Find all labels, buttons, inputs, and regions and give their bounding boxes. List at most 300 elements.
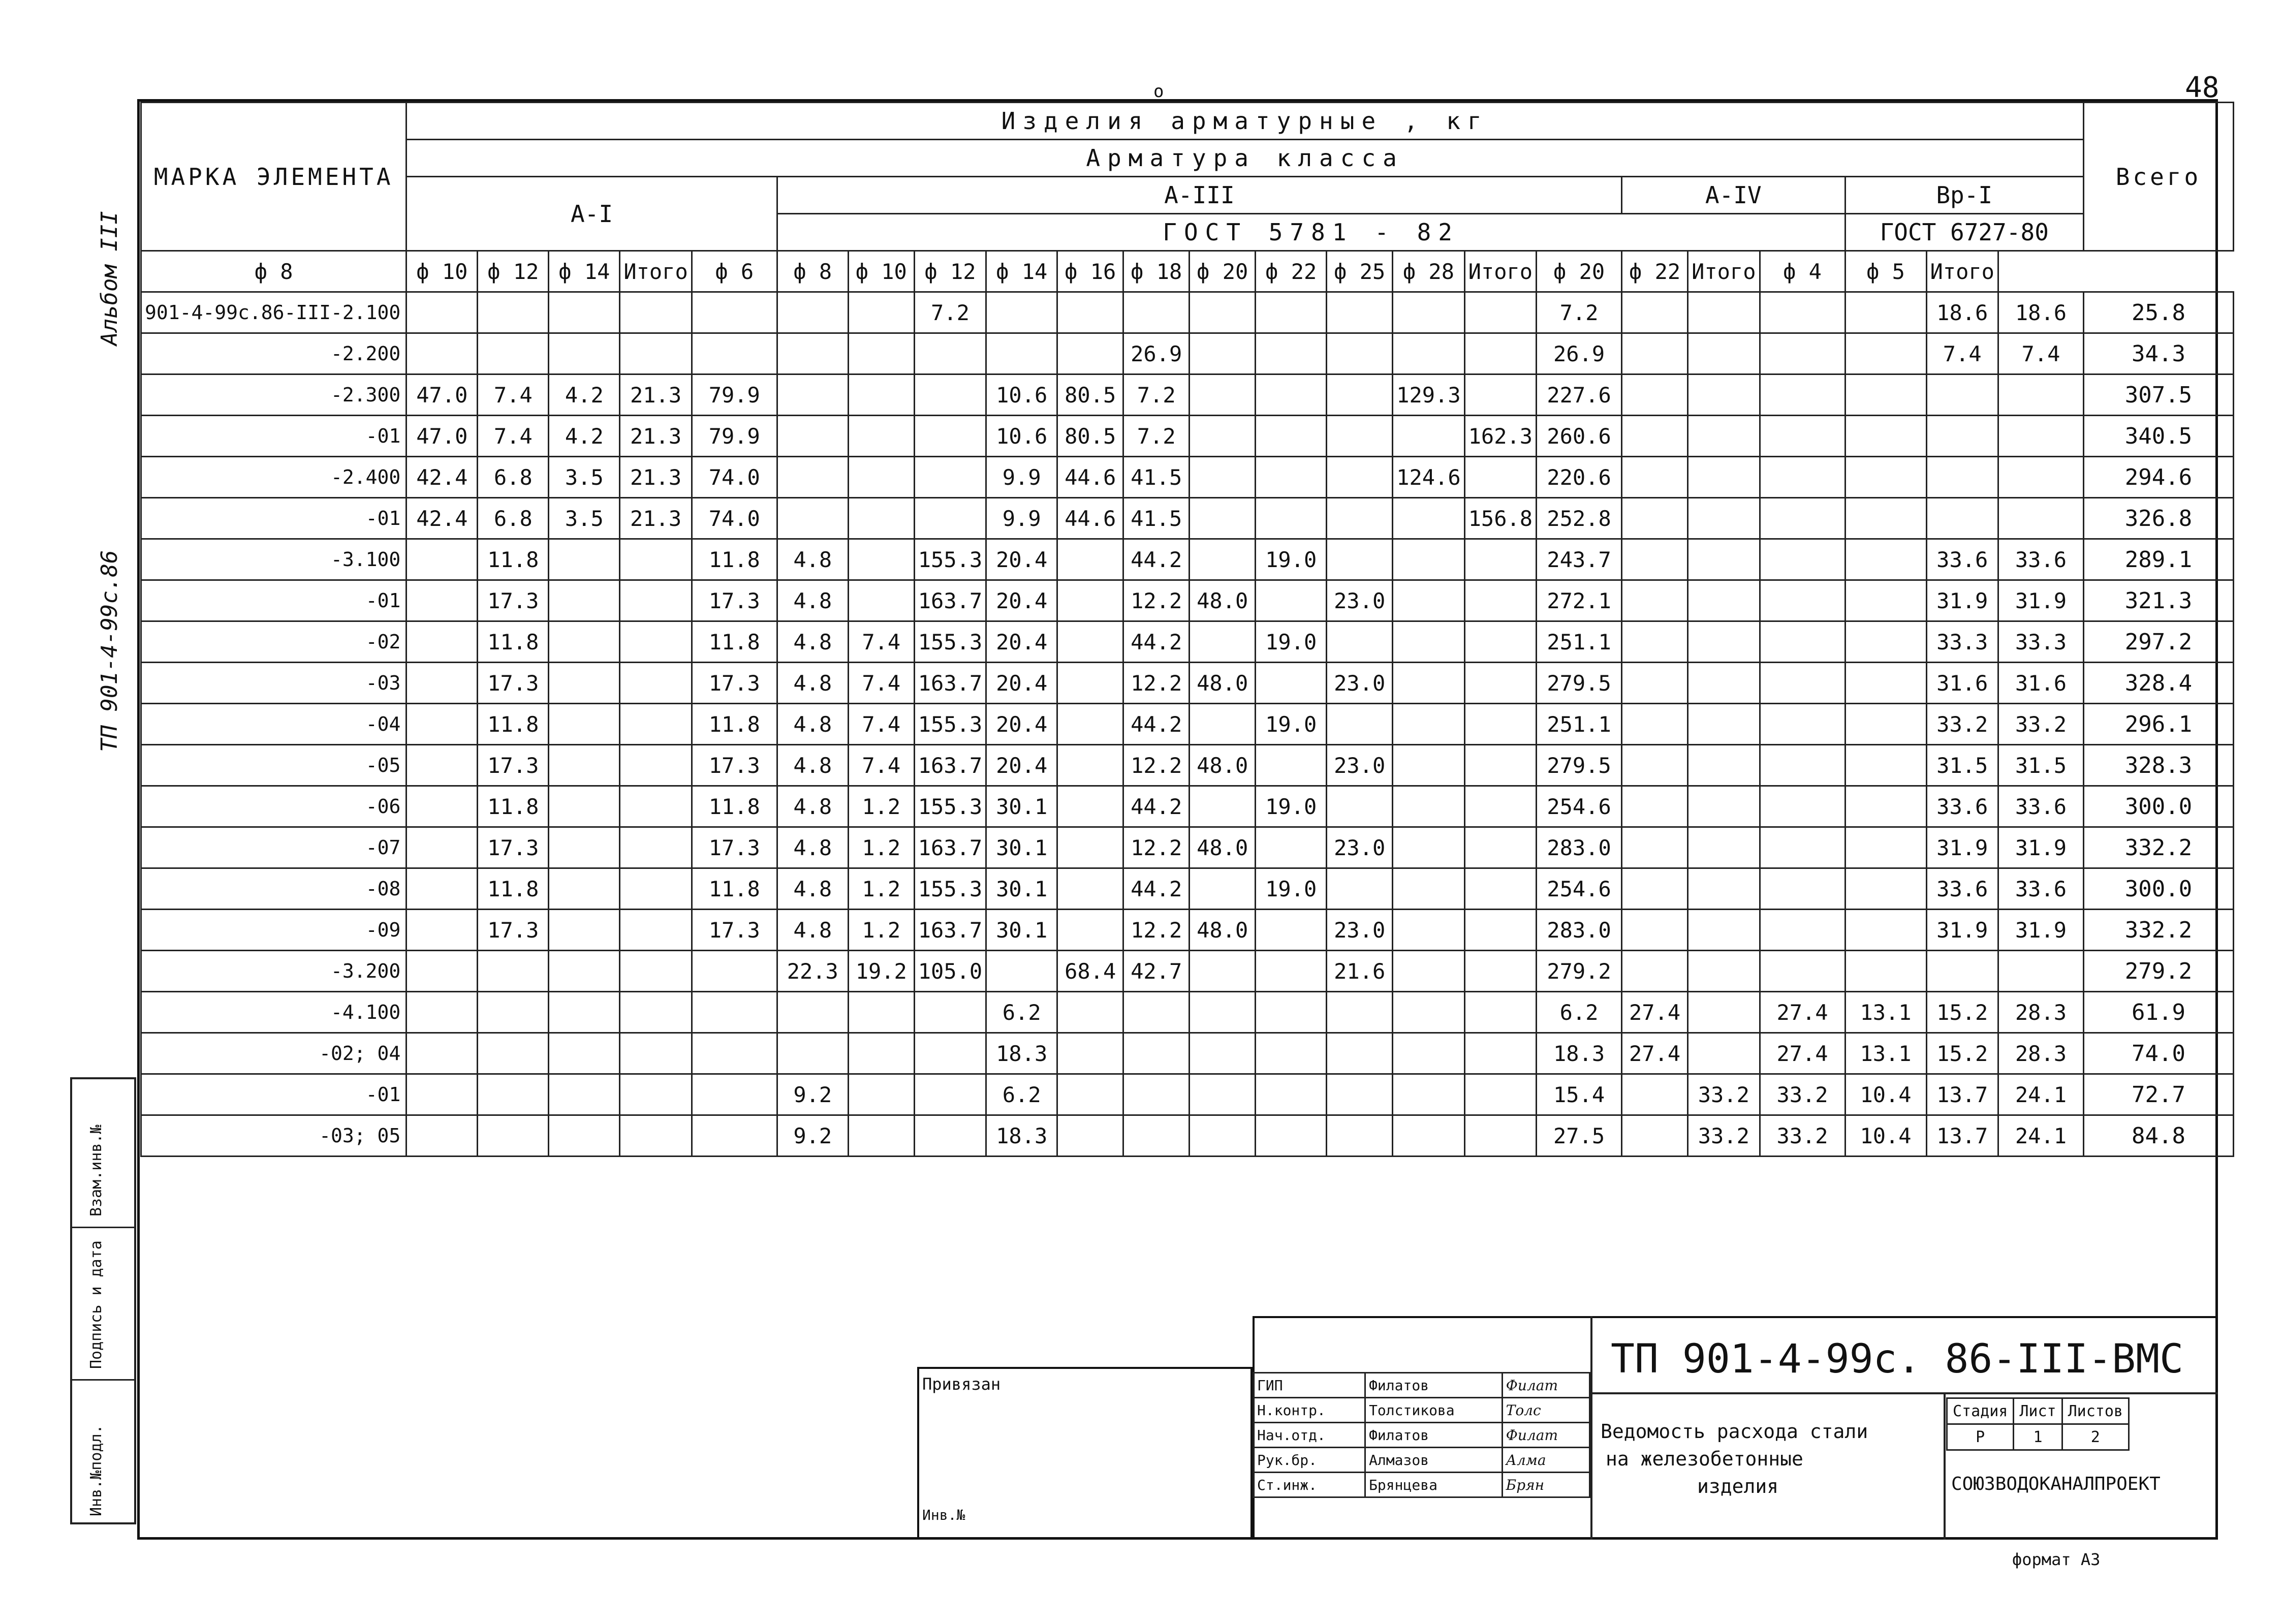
row-total: 34.3 [2083, 333, 2233, 374]
mass-cell [1393, 704, 1464, 745]
diameter-header: ф 6 [692, 251, 777, 292]
mass-cell: 4.8 [777, 745, 848, 786]
element-mark: -09 [141, 910, 406, 951]
mass-cell: 21.3 [620, 374, 692, 416]
mass-cell [1190, 498, 1256, 539]
mass-cell [1926, 951, 1998, 992]
mass-cell [1926, 374, 1998, 416]
mass-cell [1256, 580, 1327, 621]
mass-cell [692, 951, 777, 992]
mass-cell [1464, 786, 1536, 827]
diameter-header: ф 5 [1845, 251, 1926, 292]
mass-cell: 42.7 [1123, 951, 1190, 992]
mass-cell [1190, 539, 1256, 580]
mass-cell [406, 786, 478, 827]
mass-cell [1123, 1115, 1190, 1157]
signature-sig: Филат [1502, 1373, 1589, 1398]
mass-cell: 18.3 [1537, 1033, 1622, 1074]
mass-cell [1123, 1074, 1190, 1115]
table-row [141, 374, 2234, 416]
mass-cell [620, 621, 692, 663]
mass-cell: 6.8 [478, 498, 549, 539]
mass-cell [1464, 292, 1536, 333]
mass-cell [1998, 416, 2083, 457]
mass-cell: 7.2 [1123, 416, 1190, 457]
title-block-divider-v2 [1944, 1392, 1946, 1540]
row-total: 61.9 [2083, 992, 2233, 1033]
mass-cell [1057, 621, 1123, 663]
diameter-header: ф 22 [1256, 251, 1327, 292]
table-row [141, 1115, 2234, 1157]
mass-cell [1464, 333, 1536, 374]
mass-cell: 47.0 [406, 416, 478, 457]
mass-cell [406, 868, 478, 910]
mass-cell [1464, 1033, 1536, 1074]
stage-head-sheet: Лист [2014, 1398, 2062, 1424]
mass-cell [1057, 580, 1123, 621]
mass-cell: 12.2 [1123, 827, 1190, 868]
mass-cell [1760, 786, 1845, 827]
mass-cell: 7.2 [914, 292, 986, 333]
mass-cell [549, 992, 620, 1033]
mass-cell: 33.2 [1688, 1074, 1760, 1115]
mass-cell [848, 992, 914, 1033]
diameter-header: ф 4 [1760, 251, 1845, 292]
mass-cell [1057, 539, 1123, 580]
element-mark: -3.100 [141, 539, 406, 580]
mass-cell: 155.3 [914, 539, 986, 580]
mass-cell: 105.0 [914, 951, 986, 992]
diameter-header: ф 18 [1123, 251, 1190, 292]
page-number: 48 [2185, 71, 2219, 104]
mass-cell [692, 992, 777, 1033]
mass-cell [1190, 1033, 1256, 1074]
mass-cell: 24.1 [1998, 1074, 2083, 1115]
mass-cell: 15.2 [1926, 992, 1998, 1033]
mass-cell [1760, 745, 1845, 786]
left-stamp [70, 1077, 136, 1524]
mass-cell: 155.3 [914, 704, 986, 745]
mass-cell [1393, 868, 1464, 910]
mass-cell: 4.2 [549, 416, 620, 457]
mass-cell: 74.0 [692, 498, 777, 539]
mass-cell [1256, 292, 1327, 333]
mass-cell [1464, 539, 1536, 580]
mass-cell: 31.6 [1926, 663, 1998, 704]
table-row [141, 621, 2234, 663]
mass-cell [914, 457, 986, 498]
stage-val-stage: Р [1947, 1424, 2014, 1450]
mass-cell: 31.9 [1998, 827, 2083, 868]
mass-cell [1845, 498, 1926, 539]
stage-head-stage: Стадия [1947, 1398, 2014, 1424]
mass-cell [1327, 1033, 1393, 1074]
row-total: 328.4 [2083, 663, 2233, 704]
mass-cell [1845, 621, 1926, 663]
mass-cell [848, 1033, 914, 1074]
mass-cell [848, 580, 914, 621]
row-total: 72.7 [2083, 1074, 2233, 1115]
row-total: 300.0 [2083, 868, 2233, 910]
mass-cell [1057, 663, 1123, 704]
element-mark: -03; 05 [141, 1115, 406, 1157]
mass-cell [1327, 457, 1393, 498]
mass-cell: 80.5 [1057, 416, 1123, 457]
diameter-header: ф 8 [141, 251, 406, 292]
mass-cell: 4.8 [777, 910, 848, 951]
mass-cell [1688, 374, 1760, 416]
mass-cell [1190, 374, 1256, 416]
mass-cell [478, 951, 549, 992]
mass-cell: 163.7 [914, 910, 986, 951]
mass-cell: 31.9 [1926, 827, 1998, 868]
diameter-header: ф 10 [848, 251, 914, 292]
class-a1-header: A-I [406, 177, 777, 251]
mass-cell [1393, 333, 1464, 374]
mass-cell [1622, 621, 1688, 663]
mass-cell [1622, 457, 1688, 498]
mass-cell [478, 333, 549, 374]
mass-cell: 13.1 [1845, 992, 1926, 1033]
signature-role: ГИП [1254, 1373, 1365, 1398]
mass-cell: 48.0 [1190, 827, 1256, 868]
mass-cell [549, 663, 620, 704]
mass-cell: 124.6 [1393, 457, 1464, 498]
mass-cell [1926, 498, 1998, 539]
mass-cell: 19.0 [1256, 704, 1327, 745]
mass-cell: 13.1 [1845, 1033, 1926, 1074]
mass-cell: 4.8 [777, 539, 848, 580]
mass-cell: 27.4 [1760, 992, 1845, 1033]
row-total: 74.0 [2083, 1033, 2233, 1074]
mass-cell [549, 827, 620, 868]
mass-cell [1393, 498, 1464, 539]
mass-cell [1256, 1033, 1327, 1074]
table-row [141, 498, 2234, 539]
mass-cell [1057, 745, 1123, 786]
signature-role: Нач.отд. [1254, 1423, 1365, 1448]
mass-cell [1256, 1115, 1327, 1157]
mass-cell [1760, 416, 1845, 457]
mass-cell: 17.3 [478, 827, 549, 868]
mass-cell [1622, 910, 1688, 951]
diameter-header: Итого [1464, 251, 1536, 292]
mass-cell: 17.3 [478, 745, 549, 786]
mass-cell [1688, 621, 1760, 663]
mass-cell: 74.0 [692, 457, 777, 498]
mass-cell [1327, 1074, 1393, 1115]
signature-name: Толстикова [1365, 1398, 1503, 1423]
mass-cell [986, 292, 1057, 333]
mass-cell [406, 1033, 478, 1074]
mass-cell: 6.2 [986, 992, 1057, 1033]
mass-cell: 33.6 [1926, 868, 1998, 910]
mass-cell: 4.8 [777, 621, 848, 663]
mass-cell [620, 663, 692, 704]
mass-cell [406, 580, 478, 621]
mass-cell: 20.4 [986, 539, 1057, 580]
mass-cell [478, 1074, 549, 1115]
mass-cell [1464, 580, 1536, 621]
mass-cell: 11.8 [478, 539, 549, 580]
mass-cell [1688, 992, 1760, 1033]
mass-cell [1688, 910, 1760, 951]
mass-cell: 31.5 [1998, 745, 2083, 786]
table-row [141, 333, 2234, 374]
element-mark: -4.100 [141, 992, 406, 1033]
mass-cell [692, 292, 777, 333]
mass-cell [1622, 333, 1688, 374]
mass-cell [1622, 539, 1688, 580]
mass-cell [1123, 292, 1190, 333]
mass-cell: 17.3 [692, 910, 777, 951]
mass-cell [1622, 580, 1688, 621]
mass-cell [914, 416, 986, 457]
mass-cell [406, 951, 478, 992]
mass-cell [1622, 1074, 1688, 1115]
mass-cell: 163.7 [914, 827, 986, 868]
mass-cell [406, 704, 478, 745]
mass-cell [1760, 457, 1845, 498]
mass-cell: 18.6 [1926, 292, 1998, 333]
mass-cell [549, 580, 620, 621]
mass-cell [1760, 910, 1845, 951]
mass-cell: 19.2 [848, 951, 914, 992]
mass-cell: 18.6 [1998, 292, 2083, 333]
mass-cell [1057, 992, 1123, 1033]
mass-cell [1845, 910, 1926, 951]
mass-cell: 41.5 [1123, 457, 1190, 498]
mass-cell [406, 827, 478, 868]
table-row [141, 827, 2234, 868]
mass-cell: 11.8 [692, 621, 777, 663]
mass-cell [1845, 580, 1926, 621]
mass-cell [549, 539, 620, 580]
mass-cell [549, 1115, 620, 1157]
mass-cell: 48.0 [1190, 745, 1256, 786]
mass-cell [777, 457, 848, 498]
mass-cell [549, 786, 620, 827]
mass-cell [692, 1033, 777, 1074]
mass-cell [406, 621, 478, 663]
document-title-line-1: Ведомость расхода стали [1601, 1420, 1868, 1443]
stage-val-sheets: 2 [2062, 1424, 2129, 1450]
mass-cell: 42.4 [406, 498, 478, 539]
mass-cell [1622, 374, 1688, 416]
mass-cell: 31.5 [1926, 745, 1998, 786]
mass-cell [1464, 1115, 1536, 1157]
mass-cell: 156.8 [1464, 498, 1536, 539]
diameter-header: Итого [1926, 251, 1998, 292]
mass-cell [1057, 1074, 1123, 1115]
mass-cell [848, 1115, 914, 1157]
row-total: 279.2 [2083, 951, 2233, 992]
mass-cell [1057, 292, 1123, 333]
mass-cell: 11.8 [692, 539, 777, 580]
mass-cell [1760, 621, 1845, 663]
mass-cell: 1.2 [848, 786, 914, 827]
mass-cell [1464, 827, 1536, 868]
signature-row [1254, 1373, 1590, 1398]
mass-cell: 17.3 [478, 910, 549, 951]
mass-cell [1393, 786, 1464, 827]
mass-cell: 33.2 [1760, 1115, 1845, 1157]
mass-cell [549, 704, 620, 745]
table-row [141, 704, 2234, 745]
mass-cell [406, 539, 478, 580]
mass-cell [549, 333, 620, 374]
mass-cell [1393, 539, 1464, 580]
stamp-replace-inv: Взам.инв.№ [87, 1125, 105, 1216]
table-row [141, 951, 2234, 992]
mass-cell [692, 1115, 777, 1157]
mass-cell: 11.8 [692, 786, 777, 827]
mass-cell: 20.4 [986, 580, 1057, 621]
mass-cell [1256, 498, 1327, 539]
mass-cell [1622, 745, 1688, 786]
mass-cell: 3.5 [549, 498, 620, 539]
mass-cell [406, 910, 478, 951]
title-block-divider [1590, 1316, 1592, 1540]
mass-cell [1688, 292, 1760, 333]
mass-cell [1464, 951, 1536, 992]
mass-cell [549, 1074, 620, 1115]
mass-cell [1622, 663, 1688, 704]
mass-cell [1622, 868, 1688, 910]
table-row [141, 745, 2234, 786]
mass-cell: 18.3 [986, 1115, 1057, 1157]
mass-cell [1256, 745, 1327, 786]
mass-cell [1256, 992, 1327, 1033]
mass-cell [620, 292, 692, 333]
element-mark: -03 [141, 663, 406, 704]
mass-cell [1393, 1033, 1464, 1074]
mass-cell [777, 1033, 848, 1074]
top-mark: о [1153, 81, 1164, 102]
mass-cell [1256, 1074, 1327, 1115]
mass-cell: 20.4 [986, 745, 1057, 786]
diameter-row [141, 251, 2234, 292]
table-row [141, 580, 2234, 621]
mass-cell: 23.0 [1327, 580, 1393, 621]
mass-cell [1464, 457, 1536, 498]
mass-cell [549, 745, 620, 786]
mass-cell [1327, 333, 1393, 374]
mass-cell: 155.3 [914, 868, 986, 910]
mass-cell: 220.6 [1537, 457, 1622, 498]
mass-cell [1760, 498, 1845, 539]
mass-cell: 18.3 [986, 1033, 1057, 1074]
mass-cell: 28.3 [1998, 1033, 2083, 1074]
row-total: 297.2 [2083, 621, 2233, 663]
mass-cell: 9.2 [777, 1115, 848, 1157]
mass-cell: 7.4 [848, 704, 914, 745]
mass-cell: 7.4 [848, 663, 914, 704]
mass-cell: 28.3 [1998, 992, 2083, 1033]
mass-cell: 254.6 [1537, 868, 1622, 910]
signature-row [1254, 1398, 1590, 1423]
mass-cell: 9.9 [986, 498, 1057, 539]
mass-cell [1845, 745, 1926, 786]
mass-cell: 7.4 [478, 416, 549, 457]
gost-main-header: ГОСТ 5781 - 82 [777, 214, 1845, 251]
mass-cell [1256, 457, 1327, 498]
document-title [1601, 1418, 1868, 1500]
diameter-header: Итого [620, 251, 692, 292]
mass-cell [1190, 416, 1256, 457]
mass-cell [1057, 910, 1123, 951]
mass-cell: 10.4 [1845, 1074, 1926, 1115]
mass-cell: 33.2 [1998, 704, 2083, 745]
mass-cell [848, 416, 914, 457]
mass-cell [1256, 416, 1327, 457]
table-row [141, 992, 2234, 1033]
mass-cell [1760, 539, 1845, 580]
mass-cell: 254.6 [1537, 786, 1622, 827]
mass-cell [1057, 827, 1123, 868]
mass-cell: 11.8 [692, 868, 777, 910]
mass-cell: 279.5 [1537, 663, 1622, 704]
element-mark: -2.300 [141, 374, 406, 416]
mass-cell [1622, 827, 1688, 868]
mass-cell: 12.2 [1123, 663, 1190, 704]
mass-cell: 30.1 [986, 868, 1057, 910]
mass-cell [1256, 910, 1327, 951]
mass-cell [1845, 292, 1926, 333]
mass-cell [620, 1115, 692, 1157]
mass-cell: 6.2 [986, 1074, 1057, 1115]
title-block-divider-h [1590, 1392, 2218, 1394]
mass-cell [620, 745, 692, 786]
mass-cell [1688, 827, 1760, 868]
mass-cell [1190, 992, 1256, 1033]
element-mark: -02; 04 [141, 1033, 406, 1074]
mass-cell [1622, 416, 1688, 457]
mass-cell [1926, 416, 1998, 457]
mass-cell: 20.4 [986, 621, 1057, 663]
table-row [141, 539, 2234, 580]
mass-cell [1393, 910, 1464, 951]
mass-cell [777, 498, 848, 539]
mass-cell: 4.2 [549, 374, 620, 416]
mass-cell: 4.8 [777, 786, 848, 827]
element-mark: -01 [141, 416, 406, 457]
diameter-header: ф 16 [1057, 251, 1123, 292]
mass-cell [478, 1115, 549, 1157]
mass-cell [620, 868, 692, 910]
diameter-header: ф 8 [777, 251, 848, 292]
mass-cell: 44.2 [1123, 704, 1190, 745]
mass-cell [1688, 951, 1760, 992]
mass-cell: 243.7 [1537, 539, 1622, 580]
mass-cell: 79.9 [692, 416, 777, 457]
mass-cell [1760, 580, 1845, 621]
mass-cell [1464, 621, 1536, 663]
mass-cell [1845, 333, 1926, 374]
mass-cell: 27.5 [1537, 1115, 1622, 1157]
mass-cell: 7.2 [1537, 292, 1622, 333]
mass-cell [848, 333, 914, 374]
row-total: 328.3 [2083, 745, 2233, 786]
mass-cell [1057, 704, 1123, 745]
mass-cell: 23.0 [1327, 745, 1393, 786]
mass-cell: 22.3 [777, 951, 848, 992]
mass-cell: 10.6 [986, 416, 1057, 457]
mass-cell [1464, 745, 1536, 786]
mass-cell: 30.1 [986, 786, 1057, 827]
mass-cell [1688, 745, 1760, 786]
mass-cell: 4.8 [777, 580, 848, 621]
